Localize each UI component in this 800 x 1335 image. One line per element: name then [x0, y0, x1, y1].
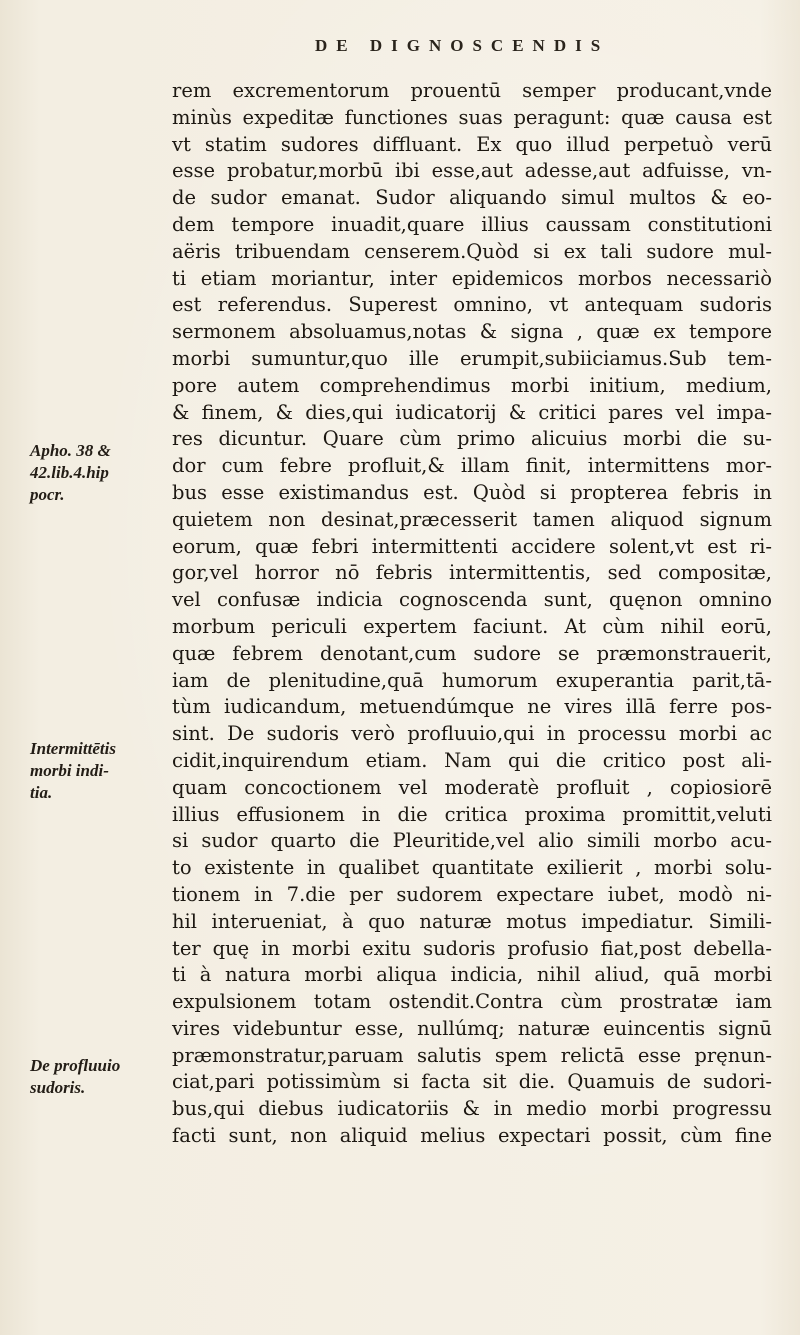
text-line: bus esse existimandus est. Quòd si propterea febris in	[172, 480, 772, 504]
text-line: gor,vel horror nō febris intermittentis, sed compositæ,	[172, 561, 772, 585]
text-line: dem tempore inuadit,quare illius caussam constitutioni	[172, 212, 772, 236]
text-line: sint. De sudoris verò profluuio,qui in processu morbi ac	[172, 722, 772, 746]
text-line: est referendus. Superest omnino, vt antequam sudoris	[172, 293, 772, 317]
text-line: dor cum febre profluit,& illam finit, intermittens mor-	[172, 454, 772, 478]
text-line: tùm iudicandum, metuendúmque ne vires illā ferre pos-	[172, 695, 772, 719]
text-line: morbum periculi expertem faciunt. At cùm nihil eorū,	[172, 614, 772, 638]
text-line: cidit,inquirendum etiam. Nam qui die critico post ali-	[172, 748, 772, 772]
text-line: bus,qui diebus iudicatoriis & in medio morbi progressu	[172, 1097, 772, 1121]
text-line: aëris tribuendam censerem.Quòd si ex tali sudore mul-	[172, 239, 772, 263]
text-line: præmonstratur,paruam salutis spem relictā esse pręnun-	[172, 1043, 772, 1067]
text-line: quæ febrem denotant,cum sudore se præmonstrauerit,	[172, 641, 772, 665]
text-line: minùs expeditæ functiones suas peragunt: quæ causa est	[172, 105, 772, 129]
text-line: quietem non desinat,præcesserit tamen aliquod signum	[172, 507, 772, 531]
text-line: to existente in qualibet quantitate exilierit , morbi solu-	[172, 856, 772, 880]
margin-note-line: sudoris.	[30, 1078, 86, 1097]
text-line: vires videbuntur esse, nullúmq; naturæ euincentis signū	[172, 1016, 772, 1040]
text-line: quam concoctionem vel moderatè profluit , copiosiorē	[172, 775, 772, 799]
text-line: morbi sumuntur,quo ille erumpit,subiiciamus.Sub tem-	[172, 346, 772, 370]
margin-note-line: tia.	[30, 783, 53, 802]
text-line: hil interueniat, à quo naturæ motus impediatur. Simili-	[172, 909, 772, 933]
body-text	[172, 78, 772, 1150]
margin-note-line: morbi indi-	[30, 761, 109, 780]
text-line: facti sunt, non aliquid melius expectari possit, cùm fine	[172, 1124, 772, 1148]
text-line: ti etiam moriantur, inter epidemicos morbos necessariò	[172, 266, 772, 290]
text-line: esse probatur,morbū ibi esse,aut adesse,aut adfuisse, vn-	[172, 159, 772, 183]
margin-note-line: 42.lib.4.hip	[30, 463, 109, 482]
text-line: ti à natura morbi aliqua indicia, nihil aliud, quā morbi	[172, 963, 772, 987]
text-line: vt statim sudores diffluant. Ex quo illud perpetuò verū	[172, 132, 772, 156]
running-head: DE DIGNOSCENDIS	[315, 36, 610, 55]
margin-note-line: De profluuio	[30, 1056, 121, 1075]
text-line: illius effusionem in die critica proxima promittit,veluti	[172, 802, 772, 826]
text-line: eorum, quæ febri intermittenti accidere solent,vt est ri-	[172, 534, 772, 558]
text-line: res dicuntur. Quare cùm primo alicuius morbi die su-	[172, 427, 772, 451]
margin-note-sweat	[30, 1055, 120, 1099]
margin-note-line: Intermittētis	[30, 739, 116, 758]
text-line: pore autem comprehendimus morbi initium, medium,	[172, 373, 772, 397]
margin-note-line: Apho. 38 &	[30, 441, 111, 460]
text-line: iam de plenitudine,quā humorum exuperantia parit,tā-	[172, 668, 772, 692]
text-line: expulsionem totam ostendit.Contra cùm prostratæ iam	[172, 990, 772, 1014]
text-line: si sudor quarto die Pleuritide,vel alio simili morbo acu-	[172, 829, 772, 853]
text-line: vel confusæ indicia cognoscenda sunt, quęnon omnino	[172, 588, 772, 612]
text-line: tionem in 7.die per sudorem expectare iubet, modò ni-	[172, 882, 772, 906]
margin-note-intermittent	[30, 738, 116, 804]
text-line: & finem, & dies,qui iudicatorij & critici pares vel impa-	[172, 400, 772, 424]
text-line: ciat,pari potissimùm si facta sit die. Quamuis de sudori-	[172, 1070, 772, 1094]
text-line: ter quę in morbi exitu sudoris profusio fiat,post debella-	[172, 936, 772, 960]
margin-note-aphorism	[30, 440, 111, 506]
text-line: rem excrementorum prouentū semper producant,vnde	[172, 79, 772, 102]
text-line: sermonem absoluamus,notas & signa , quæ ex tempore	[172, 320, 772, 344]
margin-note-line: pocr.	[30, 485, 65, 504]
text-line: de sudor emanat. Sudor aliquando simul multos & eo-	[172, 186, 772, 210]
